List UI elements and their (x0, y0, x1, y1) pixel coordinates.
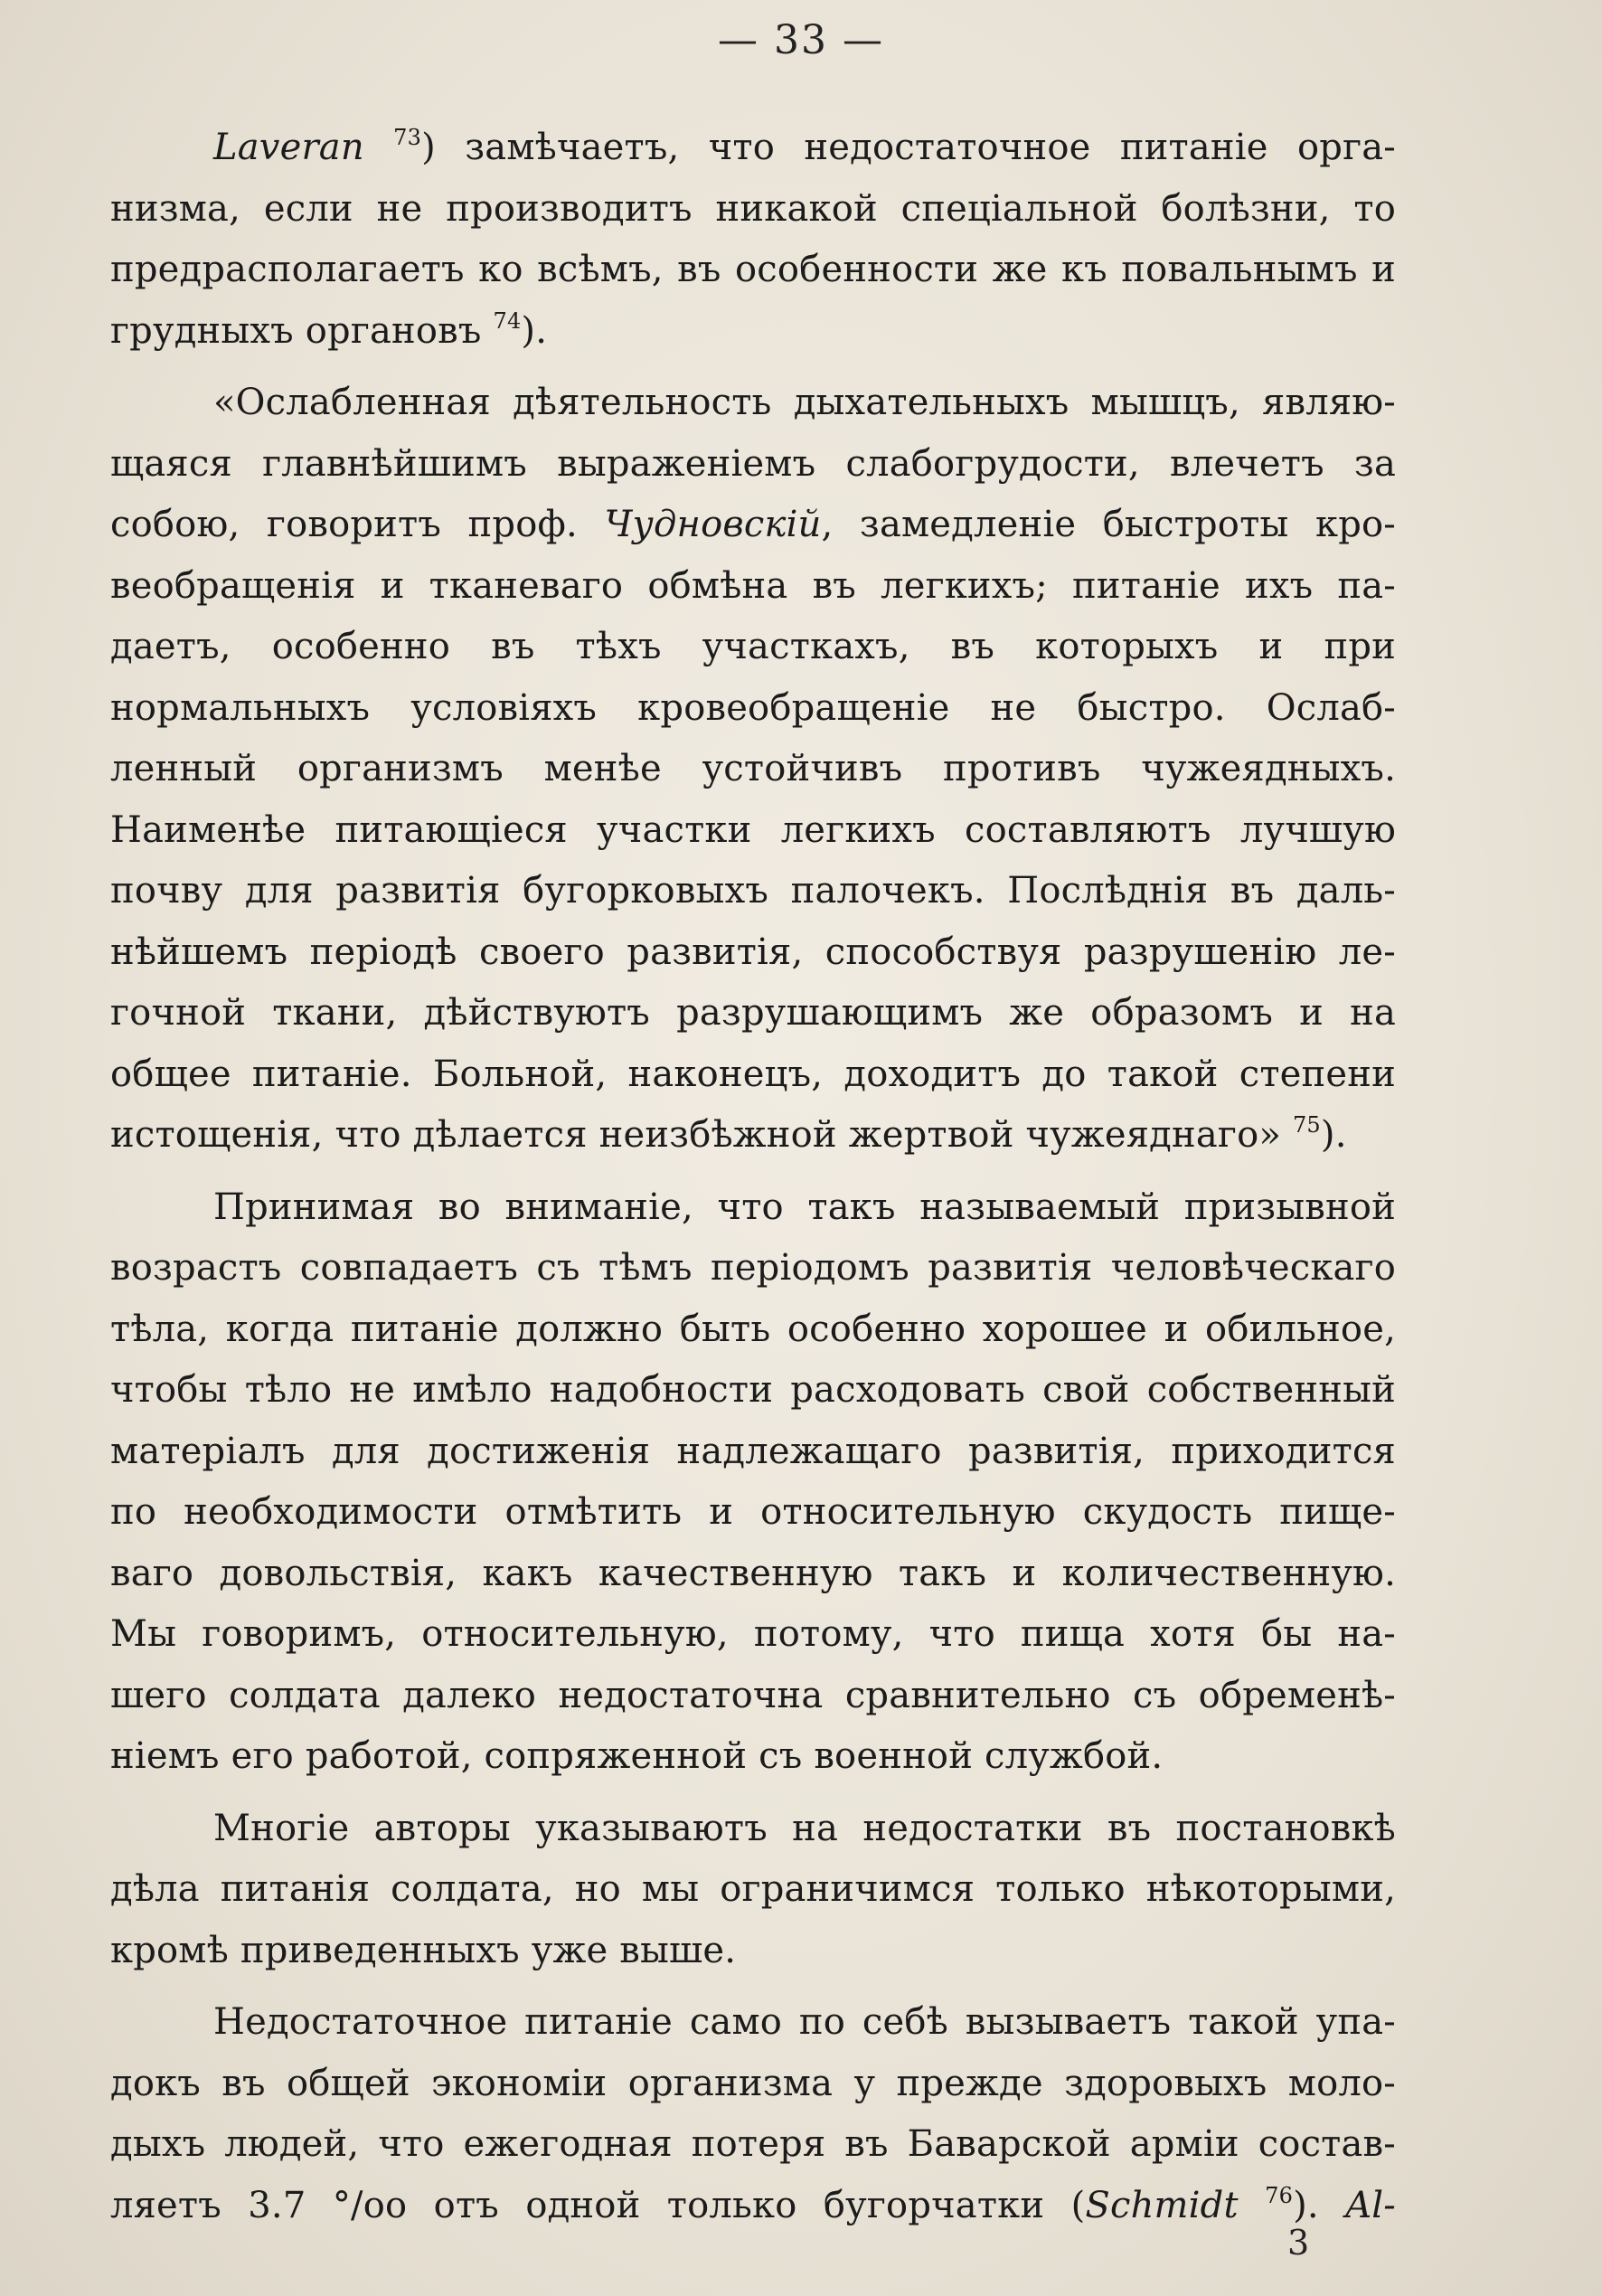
text-line (110, 2114, 1396, 2176)
text-run: нѣйшемъ періодѣ своего развитія, способствуя разрушенію ле- (110, 931, 1396, 973)
text-run: докъ въ общей экономіи организма у прежде здоровыхъ моло- (110, 2062, 1396, 2104)
footnote-ref: 74 (493, 307, 522, 334)
text-run: собою, говоритъ проф. (110, 504, 605, 545)
paragraph (110, 373, 1396, 1167)
text-line (110, 983, 1396, 1044)
text-run: шего солдата далеко недостаточна сравнительно съ обременѣ- (110, 1674, 1396, 1716)
text-line (110, 1544, 1396, 1605)
text-line (110, 1299, 1396, 1361)
footnote-ref: 73 (393, 125, 422, 150)
text-run: Наименѣе питающіеся участки легкихъ составляютъ лучшую (110, 808, 1396, 851)
text-line (110, 861, 1396, 922)
text-line (110, 1360, 1396, 1422)
text-line (110, 800, 1396, 862)
text-run (1239, 2185, 1265, 2226)
paragraph (110, 1177, 1396, 1788)
text-line (110, 240, 1396, 301)
text-line (110, 179, 1396, 241)
text-run: почву для развитія бугорковыхъ палочекъ. Послѣднія въ даль- (110, 870, 1396, 912)
text-line (110, 922, 1396, 984)
text-line (110, 301, 1396, 363)
text-run: Принимая во вниманіе, что такъ называемый призывной (213, 1186, 1396, 1228)
text-run: чтобы тѣло не имѣло надобности расходовать свой собственный (110, 1369, 1396, 1411)
text-run: общее питаніе. Больной, наконецъ, доходитъ до такой степени (110, 1053, 1396, 1095)
text-line (110, 1238, 1396, 1299)
text-run: нормальныхъ условіяхъ кровеобращеніе не быстро. Ослаб- (110, 686, 1396, 729)
body-text (110, 118, 1396, 2236)
text-line (110, 1177, 1396, 1239)
text-line (110, 1726, 1396, 1788)
text-run: тѣла, когда питаніе должно быть особенно хорошее и обильное, (110, 1308, 1396, 1350)
text-run: ). (521, 309, 548, 352)
text-line (110, 617, 1396, 678)
italic-name: Laveran (213, 127, 364, 168)
text-run: возрастъ совпадаетъ съ тѣмъ періодомъ развитія человѣческаго (110, 1247, 1396, 1289)
text-run: ). (1293, 2184, 1346, 2226)
text-line (110, 1799, 1396, 1860)
text-line (110, 434, 1396, 496)
footnote-ref: 76 (1265, 2182, 1294, 2208)
text-run: по необходимости отмѣтить и относительную скудость пище- (110, 1491, 1396, 1533)
text-line (110, 2054, 1396, 2115)
text-run: ) замѣчаетъ, что недостаточное питаніе орга- (421, 127, 1397, 168)
text-line (110, 1604, 1396, 1666)
text-run: щаяся главнѣйшимъ выраженіемъ слабогрудости, влечетъ за (110, 442, 1396, 485)
text-run: грудныхъ органовъ (110, 309, 494, 352)
text-run: Многіе авторы указываютъ на недостатки въ постановкѣ (213, 1807, 1396, 1849)
text-run: ваго довольствія, какъ качественную такъ и количественную. (110, 1552, 1396, 1594)
text-line (110, 118, 1396, 179)
paragraph (110, 1799, 1396, 1982)
text-line (110, 1666, 1396, 1727)
text-run: дѣла питанія солдата, но мы ограничимся только нѣкоторыми, (110, 1868, 1396, 1910)
text-run: ляетъ 3.7 °/oo отъ одной только бугорчатки ( (110, 2184, 1086, 2226)
paragraph (110, 118, 1396, 362)
text-run: Мы говоримъ, относительную, потому, что пища хотя бы на- (110, 1613, 1396, 1655)
text-run: ленный организмъ менѣе устойчивъ противъ чужеядныхъ. (110, 748, 1396, 789)
text-run: дыхъ людей, что ежегодная потеря въ Баварской арміи состав- (110, 2123, 1396, 2165)
text-run: кромѣ приведенныхъ уже выше. (110, 1929, 737, 1971)
text-line (110, 1859, 1396, 1921)
text-run: гочной ткани, дѣйствуютъ разрушающимъ же образомъ и на (110, 992, 1396, 1034)
text-line (110, 495, 1396, 556)
text-line (110, 1044, 1396, 1106)
text-run: низма, если не производитъ никакой спеціальной болѣзни, то (110, 187, 1396, 230)
text-line (110, 678, 1396, 740)
text-line (110, 556, 1396, 618)
text-line (110, 373, 1396, 434)
text-run: истощенія, что дѣлается неизбѣжной жертвой чужеяднаго» (110, 1114, 1293, 1156)
paragraph (110, 1992, 1396, 2236)
text-line (110, 2176, 1396, 2237)
footnote-ref: 75 (1292, 1112, 1321, 1138)
italic-name: Al- (1345, 2184, 1397, 2226)
text-run: даетъ, особенно въ тѣхъ участкахъ, въ которыхъ и при (110, 626, 1396, 667)
text-run (364, 127, 393, 168)
text-run: предрасполагаетъ ко всѣмъ, въ особенности же къ повальнымъ и (110, 249, 1396, 290)
text-run: «Ослабленная дѣятельность дыхательныхъ мышцъ, являю- (213, 382, 1396, 423)
text-run: Недостаточное питаніе само по себѣ вызываетъ такой упа- (213, 2001, 1396, 2043)
italic-name: Schmidt (1085, 2184, 1239, 2226)
text-line (110, 1482, 1396, 1544)
text-line (110, 1992, 1396, 2054)
text-line (110, 739, 1396, 800)
italic-name: Чудновскій (604, 504, 822, 545)
text-run: ніемъ его работой, сопряженной съ военной службой. (110, 1735, 1164, 1777)
text-line (110, 1422, 1396, 1483)
text-run: веобращенія и тканеваго обмѣна въ легкихъ; питаніе ихъ па- (110, 564, 1396, 607)
text-run: матеріалъ для достиженія надлежащаго развитія, приходится (110, 1430, 1396, 1472)
signature-mark: 3 (1287, 2223, 1310, 2263)
page-number: — 33 — (718, 17, 884, 63)
text-line (110, 1105, 1396, 1167)
text-run: ). (1320, 1114, 1347, 1156)
text-line (110, 1921, 1396, 1982)
text-run: , замедленіе быстроты кро- (821, 504, 1396, 545)
